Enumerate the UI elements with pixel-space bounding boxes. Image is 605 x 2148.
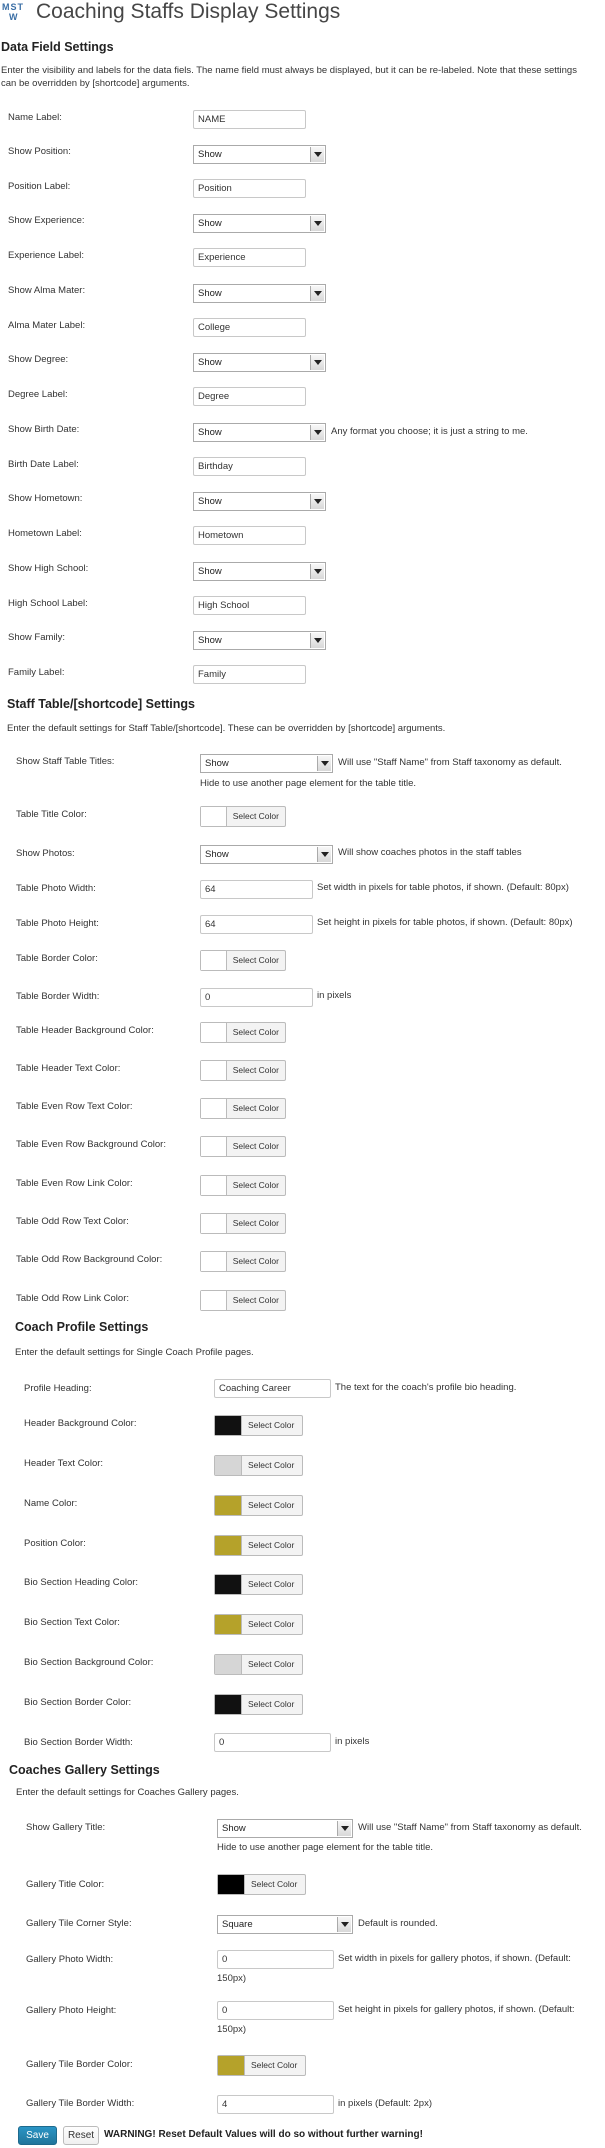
chevron-down-icon	[310, 355, 324, 370]
alma-mater-label-label: Alma Mater Label:	[8, 320, 86, 331]
show-photos-select[interactable]	[200, 845, 333, 864]
chevron-down-icon	[310, 494, 324, 509]
coach-profile-settings-heading: Coach Profile Settings	[15, 1320, 149, 1334]
select-color-label: Select Color	[232, 1256, 279, 1266]
high-school-label-input[interactable]: High School	[193, 596, 306, 615]
bio-text-color-swatch	[215, 1615, 242, 1634]
gallery-photo-height-label: Gallery Photo Height:	[26, 2005, 117, 2016]
data-field-settings-heading: Data Field Settings	[1, 40, 114, 54]
table-photo-width-label: Table Photo Width:	[16, 883, 96, 894]
select-color-label: Select Color	[232, 1103, 279, 1113]
table-odd-row-link-color-label: Table Odd Row Link Color:	[16, 1293, 129, 1304]
select-color-label: Select Color	[248, 1540, 295, 1550]
show-degree-label: Show Degree:	[8, 354, 69, 365]
bio-bg-color-picker[interactable]	[214, 1654, 303, 1675]
select-color-label: Select Color	[232, 811, 279, 821]
gallery-photo-height-help: Set height in pixels for gallery photos, if shown. (Default:	[338, 2004, 575, 2015]
show-degree-select[interactable]	[193, 353, 326, 372]
degree-label-input[interactable]: Degree	[193, 387, 306, 406]
gallery-tile-border-width-input[interactable]: 4	[217, 2095, 334, 2114]
table-title-color-picker[interactable]	[200, 806, 286, 827]
table-even-row-link-color-label: Table Even Row Link Color:	[16, 1178, 133, 1189]
experience-label-input[interactable]: Experience	[193, 248, 306, 267]
gallery-tile-border-width-help: in pixels (Default: 2px)	[338, 2098, 432, 2109]
table-header-text-color-picker[interactable]	[200, 1060, 286, 1081]
chevron-down-icon	[310, 147, 324, 162]
show-photos-value: Show	[205, 849, 229, 860]
save-button[interactable]: Save	[18, 2126, 57, 2145]
coach-profile-settings-description: Enter the default settings for Single Coach Profile pages.	[15, 1347, 254, 1358]
table-even-row-link-color-picker[interactable]	[200, 1175, 286, 1196]
show-experience-value: Show	[198, 218, 222, 229]
show-staff-table-titles-select[interactable]	[200, 754, 333, 773]
family-label-label: Family Label:	[8, 667, 65, 678]
show-position-select[interactable]	[193, 145, 326, 164]
position-color-label: Position Color:	[24, 1538, 86, 1549]
show-gallery-title-select[interactable]	[217, 1819, 353, 1838]
table-border-width-label: Table Border Width:	[16, 991, 100, 1002]
profile-heading-help: The text for the coach's profile bio heading.	[335, 1382, 517, 1393]
table-photo-height-input[interactable]: 64	[200, 915, 313, 934]
show-experience-label: Show Experience:	[8, 215, 85, 226]
reset-warning: WARNING! Reset Default Values will do so without further warning!	[104, 2129, 423, 2140]
gallery-tile-border-width-label: Gallery Tile Border Width:	[26, 2098, 135, 2109]
position-color-swatch	[215, 1536, 242, 1555]
select-color-label: Select Color	[232, 1180, 279, 1190]
table-even-row-text-color-swatch	[201, 1099, 227, 1118]
select-color-label: Select Color	[232, 1295, 279, 1305]
gallery-tile-border-color-picker[interactable]	[217, 2055, 306, 2076]
staff-table-settings-heading: Staff Table/[shortcode] Settings	[7, 697, 195, 711]
table-photo-width-input[interactable]: 64	[200, 880, 313, 899]
table-odd-row-bg-color-label: Table Odd Row Background Color:	[16, 1254, 163, 1265]
select-color-label: Select Color	[251, 2060, 298, 2070]
show-birth-date-label: Show Birth Date:	[8, 424, 80, 435]
hometown-label-label: Hometown Label:	[8, 528, 82, 539]
show-staff-table-titles-help-2: Hide to use another page element for the table title.	[200, 778, 416, 789]
profile-heading-input[interactable]: Coaching Career	[214, 1379, 331, 1398]
select-color-label: Select Color	[248, 1659, 295, 1669]
chevron-down-icon	[317, 756, 331, 771]
table-border-color-label: Table Border Color:	[16, 953, 98, 964]
table-border-width-input[interactable]: 0	[200, 988, 313, 1007]
show-alma-mater-value: Show	[198, 288, 222, 299]
degree-label-label: Degree Label:	[8, 389, 68, 400]
table-odd-row-link-color-picker[interactable]	[200, 1290, 286, 1311]
bio-border-color-picker[interactable]	[214, 1694, 303, 1715]
show-high-school-value: Show	[198, 566, 222, 577]
select-color-label: Select Color	[232, 1141, 279, 1151]
table-border-color-picker[interactable]	[200, 950, 286, 971]
show-birth-date-help: Any format you choose; it is just a string to me.	[331, 426, 528, 437]
table-even-row-bg-color-picker[interactable]	[200, 1136, 286, 1157]
bio-border-width-input[interactable]: 0	[214, 1733, 331, 1752]
select-color-label: Select Color	[248, 1619, 295, 1629]
select-color-label: Select Color	[232, 955, 279, 965]
show-family-select[interactable]	[193, 631, 326, 650]
select-color-label: Select Color	[248, 1500, 295, 1510]
table-header-bg-color-swatch	[201, 1023, 227, 1042]
table-odd-row-text-color-label: Table Odd Row Text Color:	[16, 1216, 129, 1227]
gallery-photo-width-help-2: 150px)	[217, 1973, 247, 1984]
table-odd-row-bg-color-picker[interactable]	[200, 1251, 286, 1272]
select-color-label: Select Color	[232, 1065, 279, 1075]
profile-heading-label: Profile Heading:	[24, 1383, 92, 1394]
logo-line-1: MST	[2, 2, 24, 12]
gallery-tile-corner-style-value: Square	[222, 1919, 253, 1930]
chevron-down-icon	[337, 1821, 351, 1836]
chevron-down-icon	[310, 564, 324, 579]
show-alma-mater-label: Show Alma Mater:	[8, 285, 86, 296]
select-color-label: Select Color	[232, 1218, 279, 1228]
bio-heading-color-picker[interactable]	[214, 1574, 303, 1595]
data-field-settings-description: Enter the visibility and labels for the data fiels. The name field must always be displayed, but it can be re-labeled. Note that these settings can be overridden by [shortcode] arguments.	[1, 65, 577, 89]
gallery-title-color-swatch	[218, 1875, 245, 1894]
select-color-label: Select Color	[248, 1460, 295, 1470]
table-header-bg-color-picker[interactable]	[200, 1022, 286, 1043]
table-photo-width-help: Set width in pixels for table photos, if shown. (Default: 80px)	[317, 882, 569, 893]
table-header-text-color-label: Table Header Text Color:	[16, 1063, 121, 1074]
gallery-tile-border-color-swatch	[218, 2056, 245, 2075]
birth-date-label-input[interactable]: Birthday	[193, 457, 306, 476]
name-label-label: Name Label:	[8, 112, 62, 123]
show-staff-table-titles-value: Show	[205, 758, 229, 769]
alma-mater-label-input[interactable]: College	[193, 318, 306, 337]
table-photo-height-label: Table Photo Height:	[16, 918, 99, 929]
bio-text-color-label: Bio Section Text Color:	[24, 1617, 120, 1628]
gallery-photo-height-help-2: 150px)	[217, 2024, 247, 2035]
show-birth-date-select[interactable]	[193, 423, 326, 442]
show-hometown-select[interactable]	[193, 492, 326, 511]
chevron-down-icon	[317, 847, 331, 862]
reset-button[interactable]: Reset	[63, 2126, 99, 2145]
bio-border-color-label: Bio Section Border Color:	[24, 1697, 132, 1708]
bio-border-color-swatch	[215, 1695, 242, 1714]
high-school-label-label: High School Label:	[8, 598, 88, 609]
table-header-bg-color-label: Table Header Background Color:	[16, 1025, 154, 1036]
bio-heading-color-swatch	[215, 1575, 242, 1594]
select-color-label: Select Color	[232, 1027, 279, 1037]
table-even-row-text-color-label: Table Even Row Text Color:	[16, 1101, 133, 1112]
logo-line-2: W	[9, 12, 19, 22]
gallery-tile-corner-style-label: Gallery Tile Corner Style:	[26, 1918, 132, 1929]
show-family-value: Show	[198, 635, 222, 646]
chevron-down-icon	[310, 425, 324, 440]
plugin-logo	[2, 2, 28, 24]
gallery-title-color-picker[interactable]	[217, 1874, 306, 1895]
show-alma-mater-select[interactable]	[193, 284, 326, 303]
name-color-swatch	[215, 1496, 242, 1515]
table-header-text-color-swatch	[201, 1061, 227, 1080]
gallery-photo-width-input[interactable]: 0	[217, 1950, 334, 1969]
show-experience-select[interactable]	[193, 214, 326, 233]
hometown-label-input[interactable]: Hometown	[193, 526, 306, 545]
show-family-label: Show Family:	[8, 632, 66, 643]
table-title-color-swatch	[201, 807, 227, 826]
show-gallery-title-value: Show	[222, 1823, 246, 1834]
show-high-school-select[interactable]	[193, 562, 326, 581]
table-border-width-help: in pixels	[317, 990, 352, 1001]
select-color-label: Select Color	[251, 1879, 298, 1889]
header-bg-color-swatch	[215, 1416, 242, 1435]
page-title: Coaching Staffs Display Settings	[36, 0, 341, 23]
chevron-down-icon	[337, 1917, 351, 1932]
gallery-photo-width-label: Gallery Photo Width:	[26, 1954, 114, 1965]
show-birth-date-value: Show	[198, 427, 222, 438]
chevron-down-icon	[310, 633, 324, 648]
gallery-title-color-label: Gallery Title Color:	[26, 1879, 105, 1890]
select-color-label: Select Color	[248, 1579, 295, 1589]
gallery-tile-corner-style-help: Default is rounded.	[358, 1918, 438, 1929]
gallery-tile-border-color-label: Gallery Tile Border Color:	[26, 2059, 133, 2070]
table-odd-row-text-color-swatch	[201, 1214, 227, 1233]
gallery-settings-description: Enter the default settings for Coaches Gallery pages.	[16, 1787, 239, 1798]
bio-border-width-label: Bio Section Border Width:	[24, 1737, 133, 1748]
show-position-label: Show Position:	[8, 146, 71, 157]
header-bg-color-label: Header Background Color:	[24, 1418, 137, 1429]
table-even-row-bg-color-label: Table Even Row Background Color:	[16, 1139, 166, 1150]
table-even-row-link-color-swatch	[201, 1176, 227, 1195]
position-color-picker[interactable]	[214, 1535, 303, 1556]
show-photos-label: Show Photos:	[16, 848, 75, 859]
select-color-label: Select Color	[248, 1420, 295, 1430]
staff-table-settings-description: Enter the default settings for Staff Table/[shortcode]. These can be overridden by [shortcode] arguments.	[7, 723, 446, 734]
table-photo-height-help: Set height in pixels for table photos, if shown. (Default: 80px)	[317, 917, 573, 928]
show-gallery-title-help-2: Hide to use another page element for the table title.	[217, 1842, 433, 1853]
position-label-label: Position Label:	[8, 181, 71, 192]
name-label-input[interactable]: NAME	[193, 110, 306, 129]
show-degree-value: Show	[198, 357, 222, 368]
header-text-color-swatch	[215, 1456, 242, 1475]
bio-bg-color-swatch	[215, 1655, 242, 1674]
birth-date-label-label: Birth Date Label:	[8, 459, 79, 470]
table-odd-row-bg-color-swatch	[201, 1252, 227, 1271]
show-high-school-label: Show High School:	[8, 563, 89, 574]
bio-heading-color-label: Bio Section Heading Color:	[24, 1577, 139, 1588]
show-staff-table-titles-help: Will use "Staff Name" from Staff taxonomy as default.	[338, 757, 562, 768]
chevron-down-icon	[310, 286, 324, 301]
chevron-down-icon	[310, 216, 324, 231]
select-color-label: Select Color	[248, 1699, 295, 1709]
family-label-input[interactable]: Family	[193, 665, 306, 684]
name-color-picker[interactable]	[214, 1495, 303, 1516]
table-even-row-text-color-picker[interactable]	[200, 1098, 286, 1119]
show-gallery-title-label: Show Gallery Title:	[26, 1822, 106, 1833]
show-position-value: Show	[198, 149, 222, 160]
table-even-row-bg-color-swatch	[201, 1137, 227, 1156]
position-label-input[interactable]: Position	[193, 179, 306, 198]
table-border-color-swatch	[201, 951, 227, 970]
bio-bg-color-label: Bio Section Background Color:	[24, 1657, 154, 1668]
table-title-color-label: Table Title Color:	[16, 809, 87, 820]
header-text-color-picker[interactable]	[214, 1455, 303, 1476]
experience-label-label: Experience Label:	[8, 250, 85, 261]
gallery-tile-corner-style-select[interactable]	[217, 1915, 353, 1934]
show-gallery-title-help: Will use "Staff Name" from Staff taxonomy as default.	[358, 1822, 582, 1833]
gallery-settings-heading: Coaches Gallery Settings	[9, 1763, 160, 1777]
show-hometown-value: Show	[198, 496, 222, 507]
name-color-label: Name Color:	[24, 1498, 78, 1509]
show-staff-table-titles-label: Show Staff Table Titles:	[16, 756, 115, 767]
gallery-photo-width-help: Set width in pixels for gallery photos, if shown. (Default:	[338, 1953, 571, 1964]
show-hometown-label: Show Hometown:	[8, 493, 83, 504]
gallery-photo-height-input[interactable]: 0	[217, 2001, 334, 2020]
header-text-color-label: Header Text Color:	[24, 1458, 104, 1469]
header-bg-color-picker[interactable]	[214, 1415, 303, 1436]
table-odd-row-text-color-picker[interactable]	[200, 1213, 286, 1234]
table-odd-row-link-color-swatch	[201, 1291, 227, 1310]
bio-border-width-help: in pixels	[335, 1736, 370, 1747]
bio-text-color-picker[interactable]	[214, 1614, 303, 1635]
show-photos-help: Will show coaches photos in the staff tables	[338, 847, 522, 858]
